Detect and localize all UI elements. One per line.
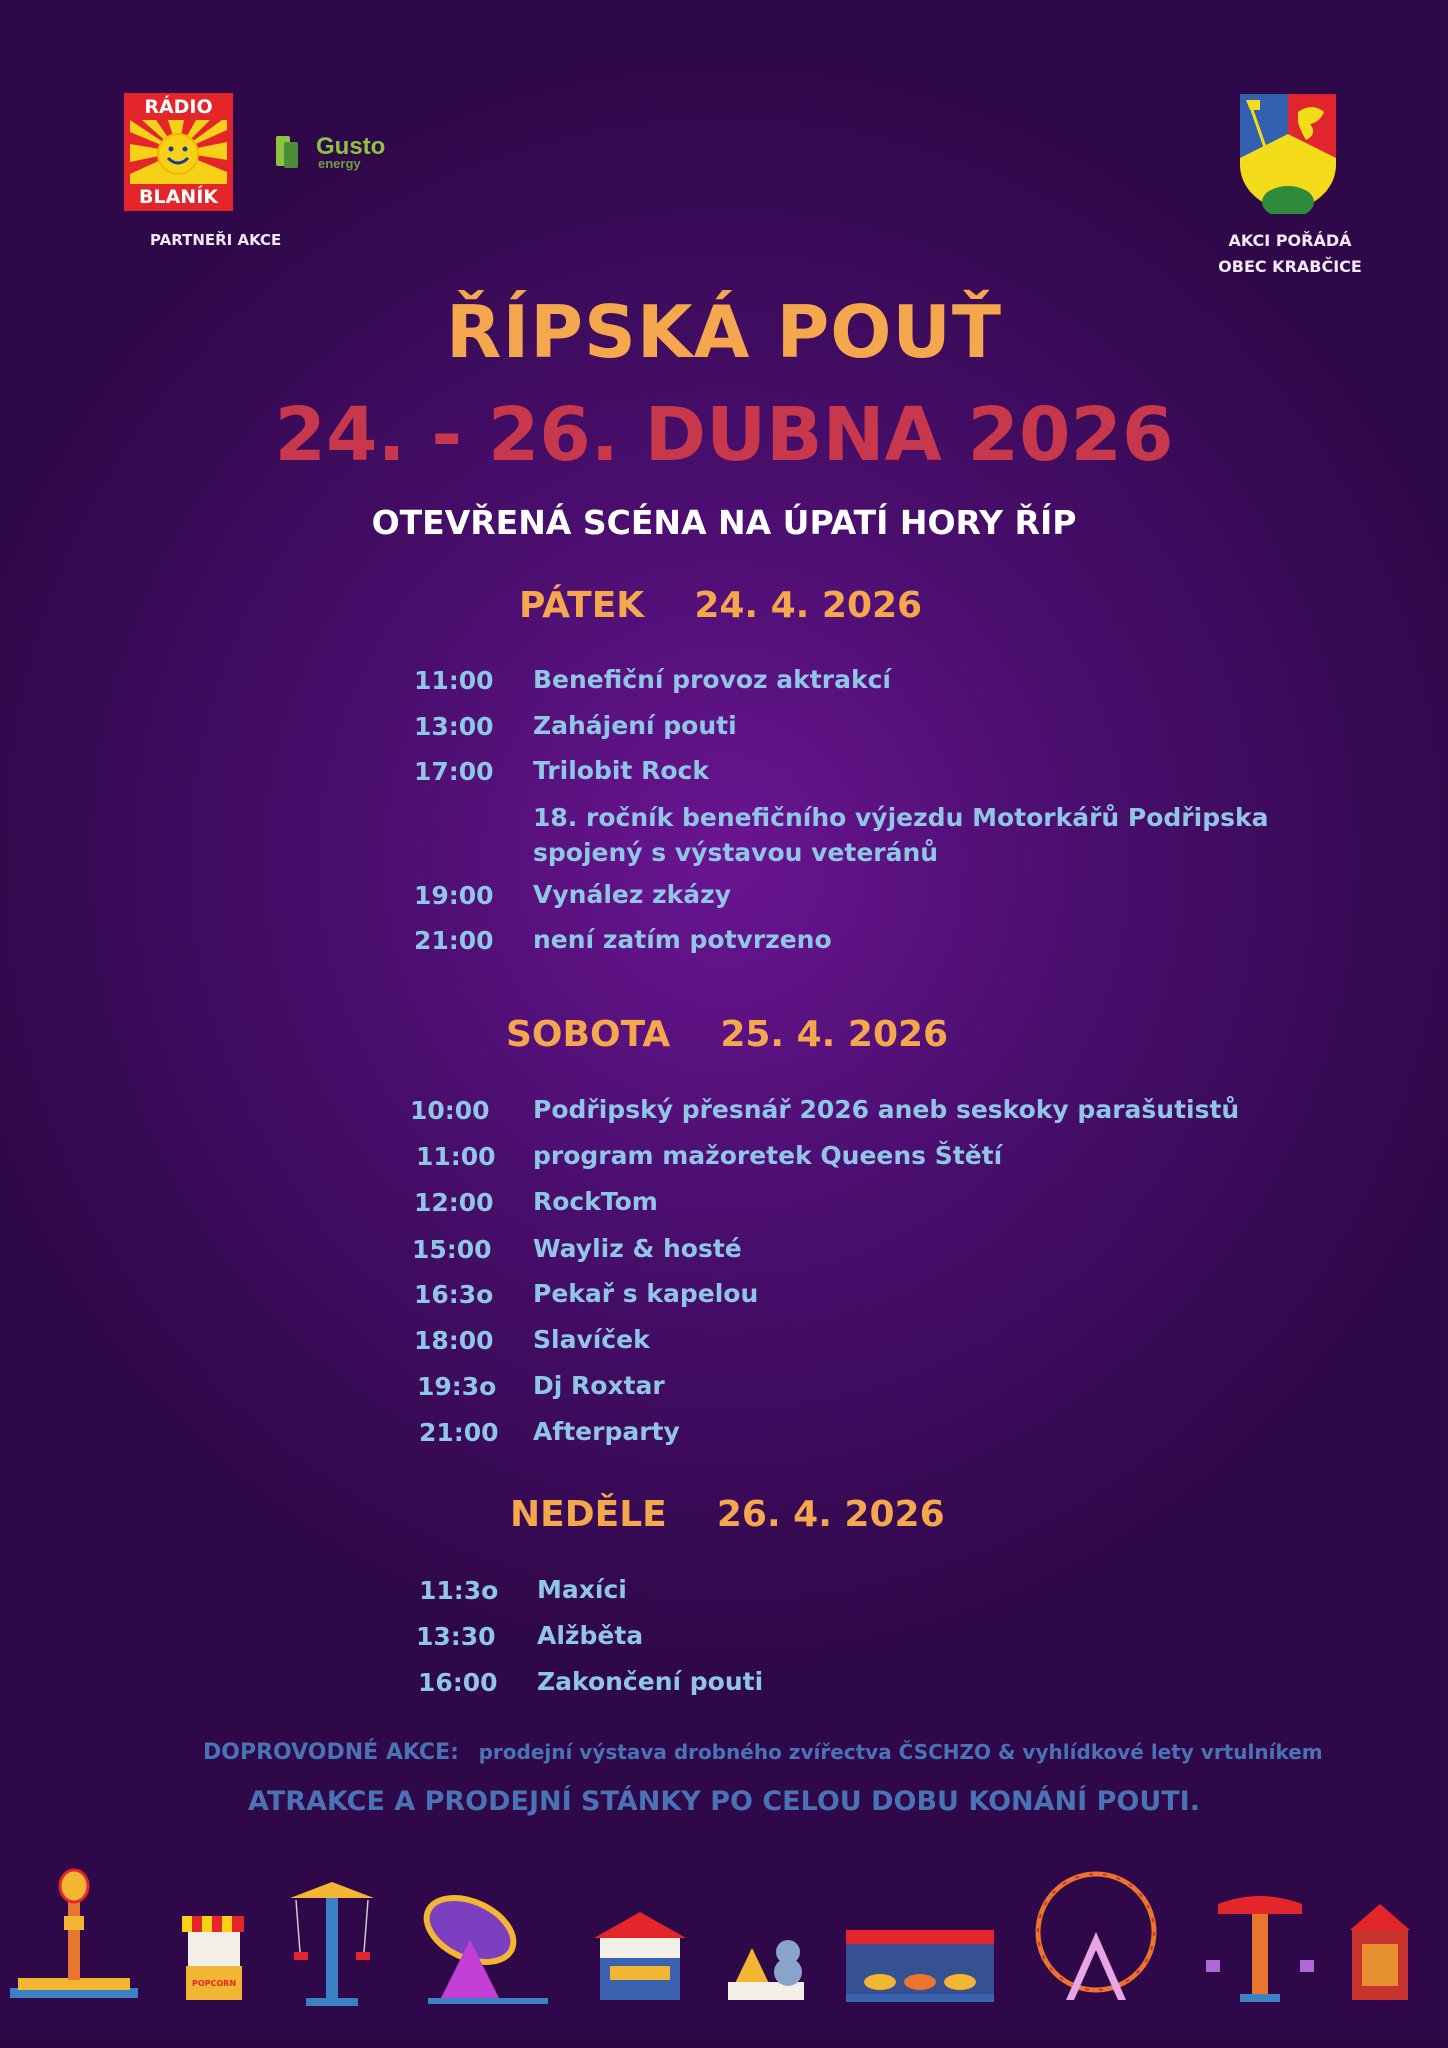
program-row [0,1668,1448,1704]
fair-rides-illustration [0,1860,1448,2010]
program-row [0,1326,1448,1362]
program-row [0,881,1448,917]
event-time: 11:3o [419,1576,499,1605]
event-time: 19:00 [414,881,494,910]
event-title: není zatím potvrzeno [533,925,832,954]
organizer-line2: OBEC KRABČICE [1218,257,1362,276]
organizer-line1: AKCI POŘÁDÁ [1228,231,1352,250]
attractions-note: ATRAKCE A PRODEJNÍ STÁNKY PO CELOU DOBU KONÁNÍ POUTI. [248,1786,1200,1817]
event-time: 17:00 [414,757,494,786]
program-row [0,1418,1448,1454]
program-row [0,1372,1448,1408]
program-row [0,1142,1448,1178]
event-time: 18:00 [414,1326,494,1355]
chair-swing-icon [1206,1896,1314,2002]
event-time: 13:00 [414,712,494,741]
program-row [0,1235,1448,1271]
event-time: 21:00 [419,1418,499,1447]
event-title: Podřipský přesnář 2026 aneb seskoky parašutistů [533,1095,1240,1124]
event-title: Zakončení pouti [537,1667,764,1696]
circus-tent-icon [1350,1904,1410,2000]
bottom-edge [0,2040,1448,2048]
event-title: Wayliz & hosté [533,1234,742,1263]
organizer-label [1190,228,1390,280]
event-title: Zahájení pouti [533,711,737,740]
event-title: Benefiční provoz aktrakcí [533,665,891,694]
popcorn-stand-icon [182,1916,244,2000]
event-title: program mažoretek Queens Štětí [533,1141,1003,1170]
event-time: 13:30 [416,1622,496,1651]
program-row [0,1188,1448,1224]
day-heading-sunday: NEDĚLE 26. 4. 2026 [510,1494,945,1535]
bumper-cars-icon [846,1930,994,2002]
program-row [0,926,1448,962]
ferris-wheel-icon [1038,1874,1154,2000]
program-row [0,757,1448,793]
event-title: RockTom [533,1187,658,1216]
event-title: Alžběta [537,1621,644,1650]
event-time: 10:00 [410,1096,490,1125]
event-title: Dj Roxtar [533,1371,665,1400]
popcorn-stand-label: POPCORN [191,1979,237,1988]
accompanying-text: prodejní výstava drobného zvířectva ČSCHZO & vyhlídkové lety vrtulníkem [478,1740,1323,1764]
program-row [0,712,1448,748]
accompanying-events [203,1740,1323,1765]
event-title: Trilobit Rock [533,756,709,785]
day-heading-friday: PÁTEK 24. 4. 2026 [519,585,923,626]
program-row [0,1576,1448,1612]
event-title: Afterparty [533,1417,680,1446]
event-time: 16:3o [414,1280,494,1309]
event-title: Maxíci [537,1575,627,1604]
event-subtitle: OTEVŘENÁ SCÉNA NA ÚPATÍ HORY ŘÍP [371,503,1077,542]
radio-logo-text-top: RÁDIO [144,96,213,118]
event-time: 19:3o [417,1372,497,1401]
shooting-booth-icon [594,1912,686,2000]
event-time: 12:00 [414,1188,494,1217]
krabcice-coat-of-arms [1240,94,1336,214]
radio-logo-text-bottom: BLANÍK [139,186,218,208]
event-title: Vynález zkázy [533,880,731,909]
gusto-energy-logo [276,132,390,172]
drop-tower-icon [10,1870,138,1998]
spinning-ride-icon [416,1885,548,2004]
program-row [0,800,1448,872]
event-time: 15:00 [412,1235,492,1264]
day-heading-saturday: SOBOTA 25. 4. 2026 [506,1014,949,1055]
event-time: 16:00 [418,1668,498,1697]
event-title: Pekař s kapelou [533,1279,759,1308]
event-time: 11:00 [416,1142,496,1171]
program-row [0,1622,1448,1658]
accompanying-label: DOPROVODNÉ AKCE: [203,1740,459,1765]
program-row [0,1096,1448,1132]
sun-icon [130,120,227,184]
gusto-logo-name: Gusto [316,133,386,160]
event-title: 18. ročník benefičního výjezdu Motorkářů Podřipska [533,803,1269,832]
gusto-logo-sub: energy [318,156,361,171]
program-row [0,1280,1448,1316]
event-time: 21:00 [414,926,494,955]
event-title-line2: spojený s výstavou veteránů [533,838,939,867]
swing-ride-icon [290,1882,374,2006]
radio-blanik-logo [124,93,233,211]
event-title: ŘÍPSKÁ POUŤ [446,290,1002,374]
event-dates: 24. - 26. DUBNA 2026 [274,392,1174,478]
prize-stand-icon [728,1940,804,2000]
partners-label: PARTNEŘI AKCE [150,231,282,249]
program-row [0,666,1448,702]
event-time: 11:00 [414,666,494,695]
event-title: Slavíček [533,1325,650,1354]
